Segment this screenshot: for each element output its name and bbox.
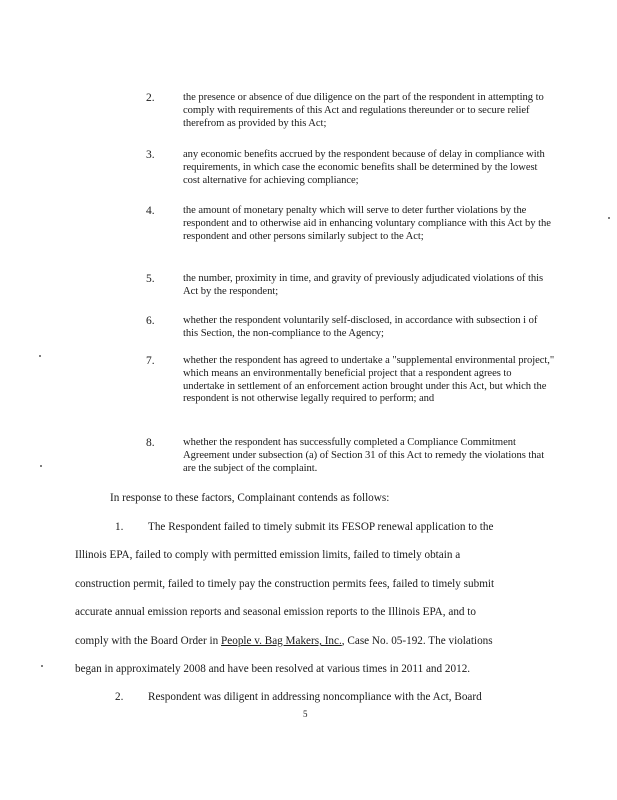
paragraph-line-start: comply with the Board Order in: [75, 635, 222, 647]
item-text: the amount of monetary penalty which will serve to deter further violations by the respondent and to otherwise aid in enhancing voluntary compliance with this Act by the respondent and other persons similarly subject to the Act;: [183, 205, 551, 242]
item-text: whether the respondent has agreed to undertake a "supplemental environmental project," which means an environmentally beneficial project that a respondent agrees to undertake in settlement of an enforcement action brought under this Act, but which the respondent is not otherwise legally required to perform; and: [183, 355, 555, 405]
paragraph-number: 2.: [115, 691, 124, 703]
item-number: 8.: [146, 437, 155, 449]
paragraph-line: Illinois EPA, failed to comply with permitted emission limits, failed to timely obtain a: [75, 549, 461, 561]
paragraph-line: Respondent was diligent in addressing noncompliance with the Act, Board: [148, 691, 482, 703]
paragraph-line-end: , Case No. 05-192. The violations: [341, 635, 493, 647]
paragraph-number: 1.: [115, 521, 124, 533]
item-number: 7.: [146, 355, 155, 367]
item-text: whether the respondent voluntarily self-disclosed, in accordance with subsection i of this Section, the non-compliance to the Agency;: [183, 315, 538, 339]
paragraph-line: The Respondent failed to timely submit its FESOP renewal application to the: [148, 521, 494, 533]
scan-speck: [41, 665, 43, 667]
scan-speck: [40, 465, 42, 467]
item-text: the presence or absence of due diligence on the part of the respondent in attempting to comply with requirements of this Act and regulations thereunder or to secure relief therefrom as provided by this Act;: [183, 92, 544, 129]
paragraph-line: accurate annual emission reports and seasonal emission reports to the Illinois EPA, and to: [75, 606, 477, 618]
scan-speck: [608, 217, 610, 219]
page-number: 5: [303, 709, 308, 719]
paragraph-line: began in approximately 2008 and have been resolved at various times in 2011 and 2012.: [75, 663, 471, 675]
intro-sentence: In response to these factors, Complainant contends as follows:: [110, 492, 390, 504]
item-number: 4.: [146, 205, 155, 217]
item-number: 5.: [146, 273, 155, 285]
case-name: People v. Bag Makers, Inc.: [221, 635, 342, 647]
paragraph-line: [75, 635, 493, 648]
scan-speck: [39, 355, 41, 357]
item-text: any economic benefits accrued by the respondent because of delay in compliance with requirements, in which case the economic benefits shall be determined by the lowest cost alternative for achieving compliance;: [183, 149, 545, 186]
item-number: 3.: [146, 149, 155, 161]
paragraph-line: construction permit, failed to timely pay the construction permits fees, failed to timely submit: [75, 578, 495, 590]
item-text: the number, proximity in time, and gravity of previously adjudicated violations of this Act by the respondent;: [183, 273, 544, 297]
item-text: whether the respondent has successfully completed a Compliance Commitment Agreement under subsection (a) of Section 31 of this Act to remedy the violations that are the subject of the complaint.: [183, 437, 545, 474]
item-number: 2.: [146, 92, 155, 104]
item-number: 6.: [146, 315, 155, 327]
